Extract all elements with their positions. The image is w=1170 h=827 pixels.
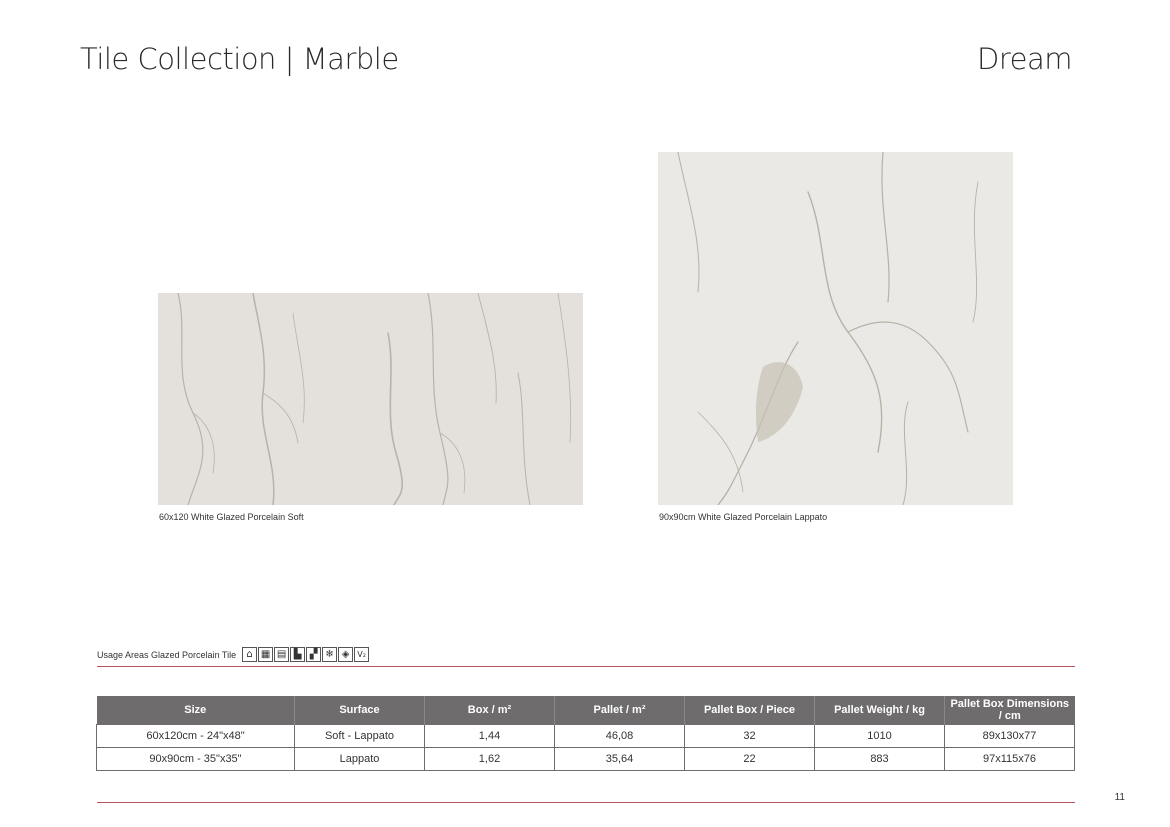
column-header-pallet-box-piece: Pallet Box / Piece — [685, 696, 815, 725]
frost-icon: ❄ — [322, 647, 337, 662]
table-cell: 89x130x77 — [945, 725, 1075, 748]
table-cell: 97x115x76 — [945, 748, 1075, 771]
column-header-pallet-m2: Pallet / m² — [555, 696, 685, 725]
table-cell: 46,08 — [555, 725, 685, 748]
page-number: 11 — [1114, 792, 1125, 803]
tile-image-90x90 — [658, 152, 1013, 505]
column-header-box-m2: Box / m² — [425, 696, 555, 725]
color-icon: ◈ — [338, 647, 353, 662]
table-cell: 1,44 — [425, 725, 555, 748]
column-header-pallet-weight: Pallet Weight / kg — [815, 696, 945, 725]
tile-image-60x120 — [158, 293, 583, 505]
table-row — [97, 725, 1075, 748]
table-row — [97, 748, 1075, 771]
tile-caption: 90x90cm White Glazed Porcelain Lappato — [659, 512, 828, 522]
usage-label: Usage Areas Glazed Porcelain Tile — [97, 649, 237, 660]
outdoor-icon: ▙ — [290, 647, 305, 662]
usage-areas — [97, 647, 369, 662]
cut-icon: ▞ — [306, 647, 321, 662]
divider-bottom — [97, 802, 1075, 803]
table-cell: 22 — [685, 748, 815, 771]
table-cell: 1010 — [815, 725, 945, 748]
table-cell: Lappato — [295, 748, 425, 771]
floor-icon: ▤ — [274, 647, 289, 662]
table-header-row — [97, 696, 1075, 725]
column-header-size: Size — [97, 696, 295, 725]
column-header-pallet-box-dimensions: Pallet Box Dimensions / cm — [945, 696, 1075, 725]
usage-icons — [242, 647, 369, 662]
home-icon: ⌂ — [242, 647, 257, 662]
table-cell: 32 — [685, 725, 815, 748]
table-cell: 35,64 — [555, 748, 685, 771]
table-cell: 1,62 — [425, 748, 555, 771]
table-cell: 883 — [815, 748, 945, 771]
table-cell: Soft - Lappato — [295, 725, 425, 748]
page-title: Tile Collection | Marble — [80, 42, 399, 76]
wall-icon: ▦ — [258, 647, 273, 662]
collection-name: Dream — [977, 42, 1072, 76]
tile-caption: 60x120 White Glazed Porcelain Soft — [159, 512, 304, 522]
spec-table — [96, 696, 1075, 771]
v2-icon: V₂ — [354, 647, 369, 662]
table-cell: 60x120cm - 24"x48" — [97, 725, 295, 748]
table-cell: 90x90cm - 35"x35" — [97, 748, 295, 771]
column-header-surface: Surface — [295, 696, 425, 725]
divider-top — [97, 666, 1075, 667]
